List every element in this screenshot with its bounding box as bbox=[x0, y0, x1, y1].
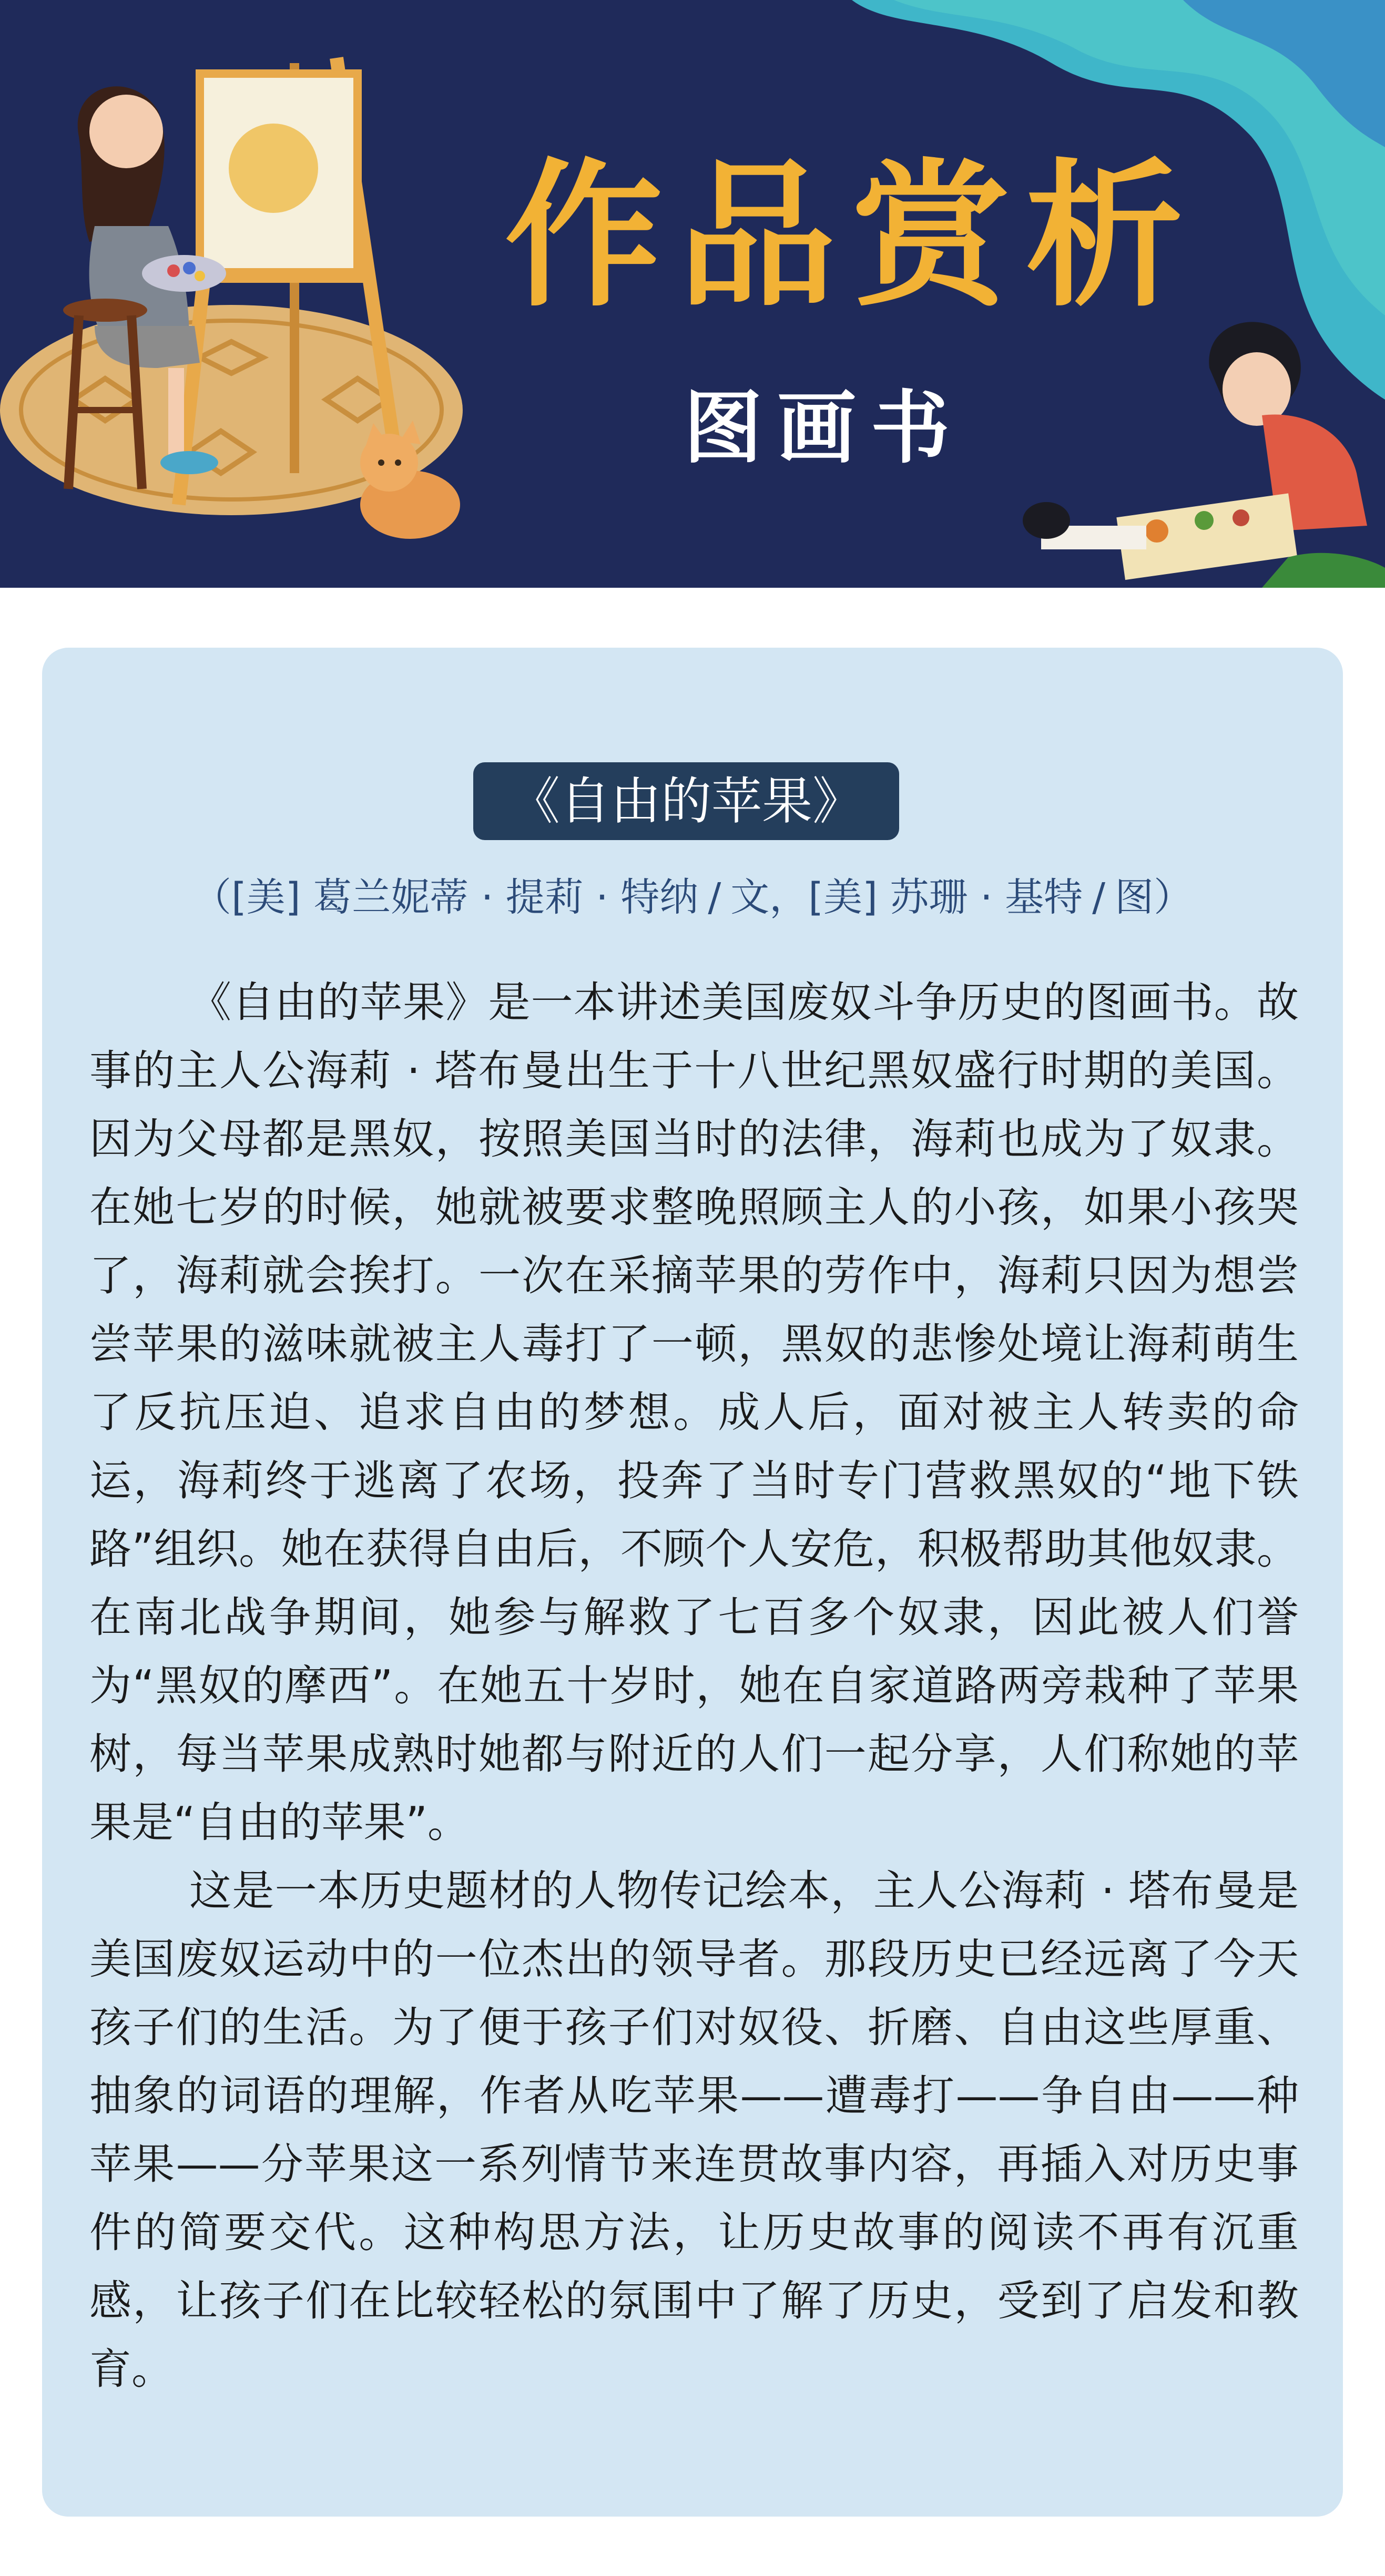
paragraph: 这是一本历史题材的人物传记绘本，主人公海莉 · 塔布曼是美国废奴运动中的一位杰出的领导者。那段历史已经远离了今天孩子们的生活。为了便于孩子们对奴役、折磨、自由这些厚重、抽象的词语的理解，作者从吃苹果——遭毒打——争自由——种苹果——分苹果这一系列情节来连贯故事内容，再插入对历史事件的简要交代。这种构思方法，让历史故事的阅读不再有沉重感，让孩子们在比较轻松的氛围中了解了历史，受到了启发和教育。 bbox=[89, 1866, 1299, 2394]
credits-slash: / bbox=[708, 875, 721, 920]
banner-subtitle: 图画书 bbox=[684, 383, 965, 474]
credits-open-paren: （ bbox=[192, 875, 231, 920]
review-body bbox=[89, 968, 1299, 2404]
credits-illustrator-role: 图 bbox=[1115, 875, 1154, 920]
book-title-badge: 《自由的苹果》 bbox=[473, 762, 899, 840]
banner-title: 作品赏析 bbox=[505, 145, 1199, 328]
credits-slash: / bbox=[1092, 875, 1106, 920]
credits-author-role: 文， bbox=[730, 875, 809, 920]
credits-close-paren: ） bbox=[1154, 875, 1193, 920]
paragraph: 《自由的苹果》是一本讲述美国废奴斗争历史的图画书。故事的主人公海莉 · 塔布曼出生于十八世纪黑奴盛行时期的美国。因为父母都是黑奴，按照美国当时的法律，海莉也成为了奴隶。在她七岁的时候，她就被要求整晚照顾主人的小孩，如果小孩哭了，海莉就会挨打。一次在采摘苹果的劳作中，海莉只因为想尝尝苹果的滋味就被主人毒打了一顿，黑奴的悲惨处境让海莉萌生了反抗压迫、追求自由的梦想。成人后，面对被主人转卖的命运，海莉终于逃离了农场，投奔了当时专门营救黑奴的“地下铁路”组织。她在获得自由后，不顾个人安危，积极帮助其他奴隶。在南北战争期间，她参与解救了七百多个奴隶，因此被人们誉为“黑奴的摩西”。在她五十岁时，她在自家道路两旁栽种了苹果树，每当苹果成熟时她都与附近的人们一起分享，人们称她的苹果是“自由的苹果”。 bbox=[89, 978, 1299, 1847]
credits-author: [美] 葛兰妮蒂 · 提莉 · 特纳 bbox=[231, 875, 699, 920]
content-card bbox=[42, 648, 1343, 2517]
header-banner bbox=[0, 0, 1385, 588]
credits-line bbox=[42, 868, 1343, 926]
boy-reading-illustration bbox=[1023, 322, 1385, 588]
credits-illustrator: [美] 苏珊 · 基特 bbox=[808, 875, 1083, 920]
